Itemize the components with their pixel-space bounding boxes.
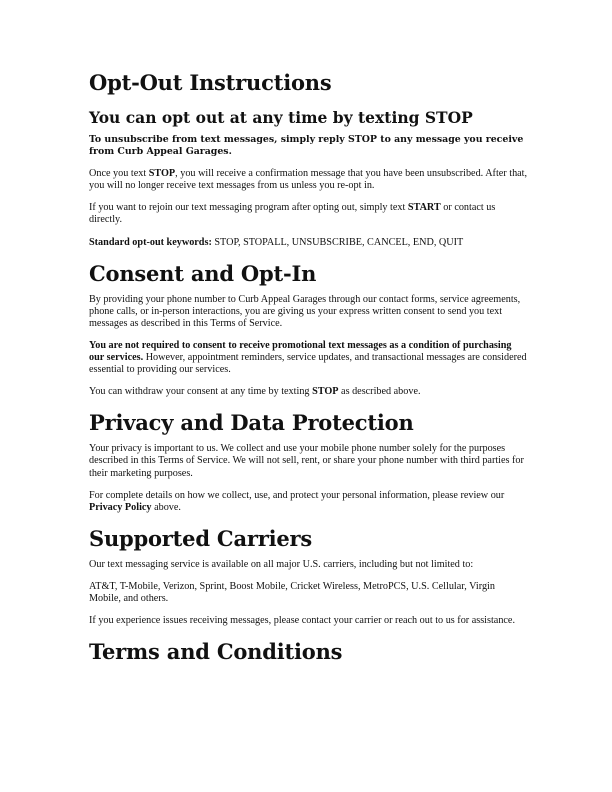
opt-out-lead-paragraph: To unsubscribe from text messages, simply reply STOP to any message you receive from Curb Appeal Garages. [89,134,524,158]
opt-out-confirmation-paragraph: Once you text STOP, you will receive a confirmation message that you have been unsubscribed. After that, you will no longer receive text messages from us unless you re-opt in. [89,168,528,192]
document-content [89,70,529,672]
privacy-paragraph-2: For complete details on how we collect, use, and protect your personal information, please review our Privacy Policy above. [89,489,505,513]
privacy-paragraph-1: Your privacy is important to us. We collect and use your mobile phone number solely for the purposes described in this Terms of Service. We will not sell, rent, or share your phone number with third parties for their marketing purposes. [89,443,524,479]
carriers-list-paragraph: AT&T, T-Mobile, Verizon, Sprint, Boost Mobile, Cricket Wireless, MetroPCS, U.S. Cellular, Virgin Mobile, and others. [89,580,495,604]
start-keyword: START [407,202,441,214]
opt-out-subheading: You can opt out at any time by texting STOP [89,108,473,127]
terms-section [89,639,529,665]
consent-paragraph-1: By providing your phone number to Curb Appeal Garages through our contact forms, service agreements, phone calls, or in-person interactions, you are giving us your express written consent to send you text messages as described in this Terms of Service. [89,293,521,329]
carriers-heading: Supported Carriers [89,525,313,551]
carriers-paragraph-1: Our text messaging service is available on all major U.S. carriers, including but not limited to: [89,558,474,570]
opt-out-keywords-paragraph [89,237,529,249]
carriers-paragraph-3: If you experience issues receiving messages, please contact your carrier or reach out to us for assistance. [89,615,516,627]
keywords-label: Standard opt-out keywords: [89,236,212,248]
consent-heading: Consent and Opt-In [89,260,317,286]
terms-heading: Terms and Conditions [89,639,343,665]
privacy-policy-reference: Privacy Policy [89,501,152,513]
privacy-section [89,410,529,513]
consent-paragraph-2: You are not required to consent to receive promotional text messages as a condition of purchasing our services. However, appointment reminders, service updates, and transactional messages are considered essential to providing our services. [89,339,527,376]
consent-section [89,261,529,399]
carriers-section [89,526,529,627]
stop-keyword: STOP [312,386,339,398]
keywords-list: STOP, STOPALL, UNSUBSCRIBE, CANCEL, END, QUIT [211,236,464,248]
consent-paragraph-3: You can withdraw your consent at any time by texting STOP as described above. [89,386,421,398]
opt-out-rejoin-paragraph: If you want to rejoin our text messaging program after opting out, simply text START or contact us directly. [89,202,496,226]
privacy-heading: Privacy and Data Protection [89,410,414,436]
opt-out-section [89,70,529,249]
stop-keyword: STOP [148,168,176,180]
consent-not-required-statement: You are not required to consent to receive promotional text messages as a condition of purchasing our services. [89,339,512,364]
opt-out-heading: Opt-Out Instructions [89,70,332,95]
